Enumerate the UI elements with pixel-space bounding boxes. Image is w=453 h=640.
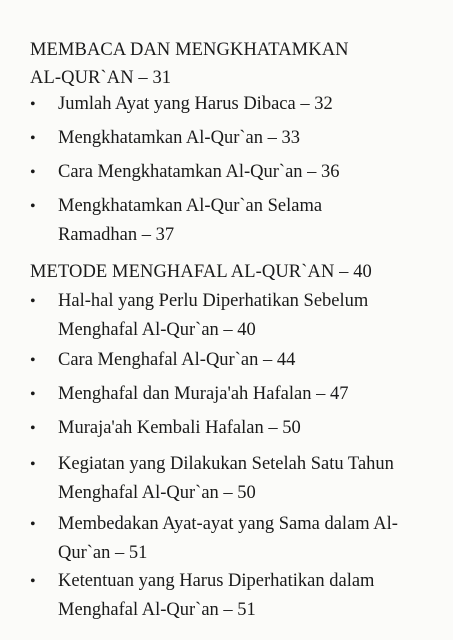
bullet-icon: • <box>30 420 36 437</box>
section-heading-membaca: MEMBACA DAN MENGKHATAMKAN AL-QUR`AN – 31 <box>30 40 349 88</box>
list-item-label: Muraja'ah Kembali Hafalan – 50 <box>58 418 301 438</box>
bullet-icon: • <box>30 130 36 147</box>
list-item-label: Mengkhatamkan Al-Qur`an – 33 <box>58 128 300 148</box>
list-item-label: Cara Menghafal Al-Qur`an – 44 <box>58 350 296 370</box>
list-item-label: Jumlah Ayat yang Harus Dibaca – 32 <box>58 94 333 114</box>
list-item-label: Ketentuan yang Harus Diperhatikan dalam Menghafal Al-Qur`an – 51 <box>58 571 375 620</box>
bullet-icon: • <box>30 456 36 473</box>
list-item-label: Cara Mengkhatamkan Al-Qur`an – 36 <box>58 162 340 182</box>
bullet-icon: • <box>30 293 36 310</box>
list-item-label: Kegiatan yang Dilakukan Setelah Satu Tahun Menghafal Al-Qur`an – 50 <box>58 454 394 503</box>
bullet-icon: • <box>30 352 36 369</box>
bullet-icon: • <box>30 164 36 181</box>
bullet-icon: • <box>30 573 36 590</box>
bullet-icon: • <box>30 386 36 403</box>
list-item-label: Menghafal dan Muraja'ah Hafalan – 47 <box>58 384 349 404</box>
list-item-label: Hal-hal yang Perlu Diperhatikan Sebelum Menghafal Al-Qur`an – 40 <box>58 291 369 340</box>
bullet-icon: • <box>30 516 36 533</box>
bullet-icon: • <box>30 96 36 113</box>
list-item-label: Mengkhatamkan Al-Qur`an Selama Ramadhan – 37 <box>58 196 323 245</box>
section-heading-metode: METODE MENGHAFAL AL-QUR`AN – 40 <box>30 262 372 282</box>
bullet-icon: • <box>30 198 36 215</box>
list-item-label: Membedakan Ayat-ayat yang Sama dalam Al- Qur`an – 51 <box>58 514 398 563</box>
